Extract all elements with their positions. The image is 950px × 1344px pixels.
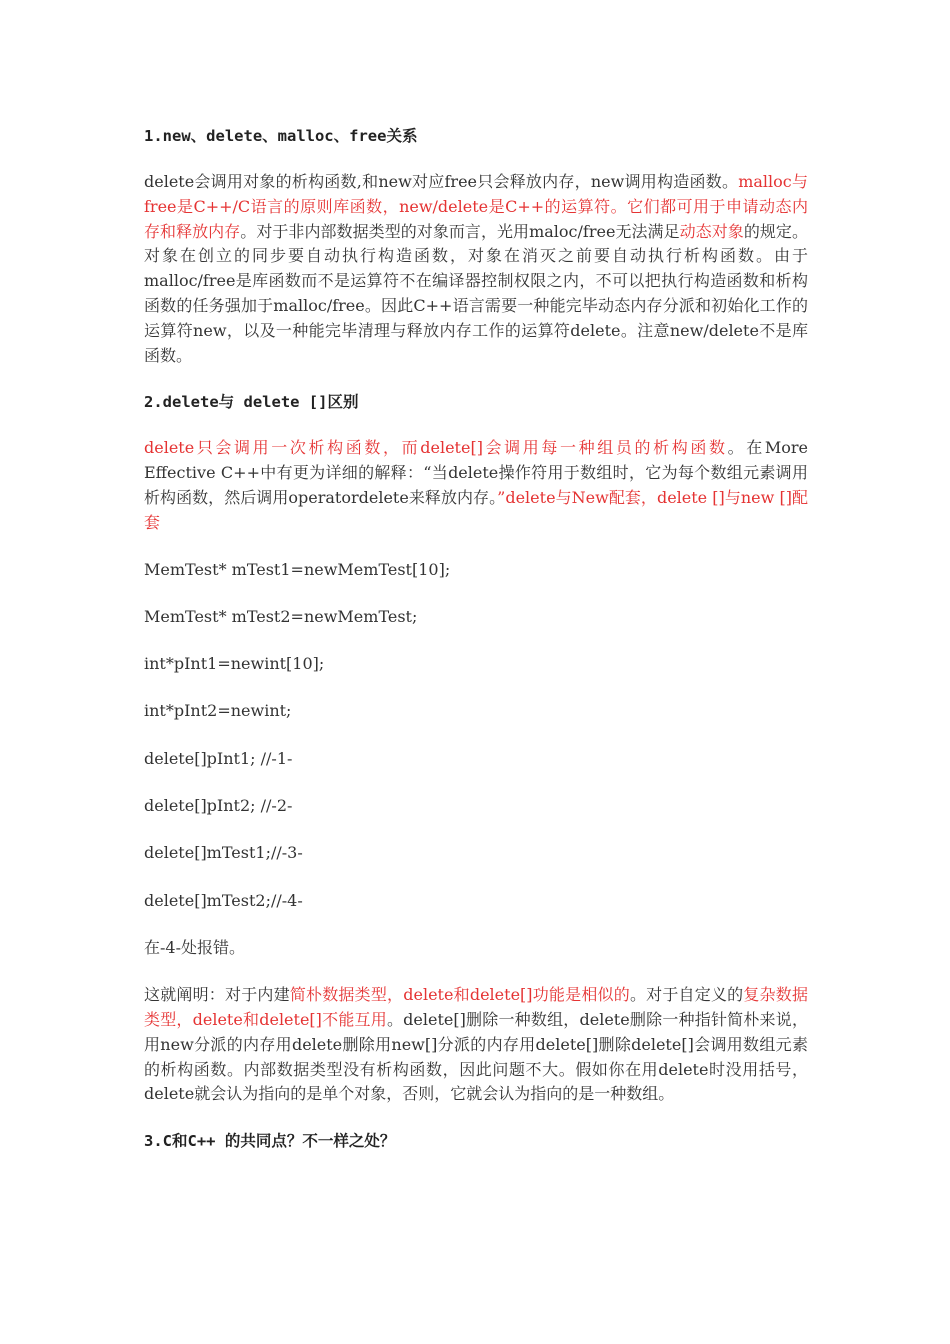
highlight-run: delete只会调用一次析构函数，而delete[]会调用每一种组员的析构函数 xyxy=(144,438,728,458)
code-line: MemTest* mTest1=newMemTest[10]; xyxy=(144,559,451,579)
text-run: 。对于非内部数据类型的对象而言，光用maloc/free无法满足 xyxy=(240,221,680,241)
text-run: 。对于自定义的 xyxy=(629,985,744,1005)
text-run: 的规定。对象在创立的同步要自动执行构造函数，对象在消灭之前要自动执行析构函数。由于malloc/free是库函数而不是运算符不在编译器控制权限之内，不可以把执行构造函数和析构函数的任务强加于malloc/free。因此C++语言需要一种能完毕动态内存分派和初始化工作的运算符new，以及一种能完毕清理与释放内存工作的运算符delete。注意new/delete不是库函数。 xyxy=(144,221,808,365)
text-run: 。在More Effective C++中有更为详细的解释：“当delete操作符用于数组时，它为每个数组元素调用析构函数，然后调用operatordelete来释放内存。 xyxy=(144,438,808,507)
highlight-run: 复杂数据类型，delete和delete[]不能互用 xyxy=(144,985,808,1030)
error-note: 在-4-处报错。 xyxy=(144,937,245,957)
section-1-heading: 1.new、delete、malloc、free关系 xyxy=(144,127,418,145)
code-line: delete[]mTest1;//-3- xyxy=(144,843,303,863)
code-line: delete[]pInt2; //-2- xyxy=(144,796,293,816)
section-3-heading: 3.C和C++ 的共同点？不一样之处？ xyxy=(144,1132,396,1151)
text-run: 这就阐明：对于内建 xyxy=(144,985,290,1005)
section-2-explanation xyxy=(144,983,808,1107)
highlight-run: 动态对象 xyxy=(679,221,744,241)
document-content xyxy=(144,124,808,1175)
section-2-heading: 2.delete与 delete []区别 xyxy=(144,393,359,412)
text-run: 。delete[]删除一种数组，delete删除一种指针简朴来说，用new分派的内存用delete删除用new[]分派的内存用delete[]删除delete[]会调用数组元素的析构函数。内部数据类型没有析构函数，因此问题不大。假如你在用delete时没用括号，delete就会认为指向的是单个对象，否则，它就会认为指向的是一种数组。 xyxy=(144,1010,808,1104)
code-line: delete[]mTest2;//-4- xyxy=(144,890,303,910)
code-line: MemTest* mTest2=newMemTest; xyxy=(144,606,418,626)
highlight-run: malloc与free是C++/C语言的原则库函数，new/delete是C++的运算符。它们都可用于申请动态内存和释放内存 xyxy=(144,172,808,241)
code-line: int*pInt2=newint; xyxy=(144,701,292,721)
section-2-paragraph xyxy=(144,436,808,535)
highlight-run: 简朴数据类型，delete和delete[]功能是相似的 xyxy=(289,985,630,1005)
code-line: delete[]pInt1; //-1- xyxy=(144,748,293,768)
section-1-paragraph xyxy=(144,170,808,368)
highlight-run: ”delete与New配套，delete []与new []配套 xyxy=(144,487,808,532)
code-line: int*pInt1=newint[10]; xyxy=(144,654,325,674)
text-run: delete会调用对象的析构函数,和new对应free只会释放内存，new调用构造函数。 xyxy=(144,172,739,191)
